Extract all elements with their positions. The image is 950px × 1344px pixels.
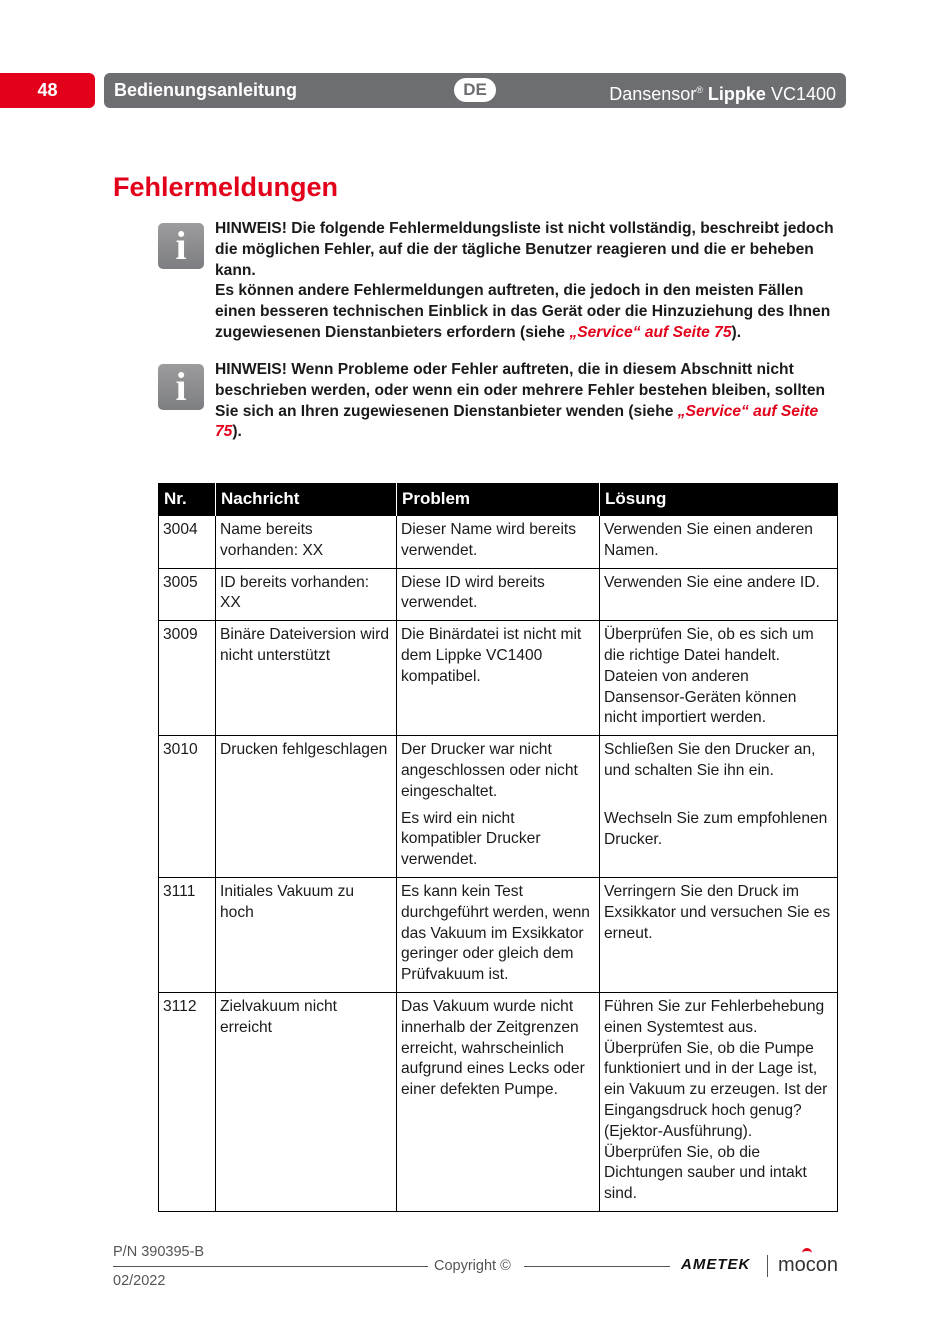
error-number: 3009 <box>159 621 216 736</box>
column-header: Nachricht <box>216 483 397 516</box>
doc-title: Bedienungsanleitung <box>114 80 298 100</box>
error-number: 3004 <box>159 516 216 569</box>
info-icon: i <box>158 364 204 410</box>
table-row <box>159 621 838 736</box>
copyright: Copyright © <box>434 1258 511 1274</box>
error-problem: Diese ID wird bereits verwendet. <box>397 568 600 621</box>
column-header: Nr. <box>159 483 216 516</box>
error-problem: Das Vakuum wurde nicht innerhalb der Zeitgrenzen erreicht, wahrscheinlich aufgrund eines Lecks oder einer defekten Pumpe. <box>397 992 600 1211</box>
mocon-logo: mocon <box>778 1254 838 1277</box>
error-message: Name bereits vorhanden: XX <box>216 516 397 569</box>
error-solution: Schließen Sie den Drucker an, und schalten Sie ihn ein. Wechseln Sie zum empfohlenen Drucker. <box>600 736 838 878</box>
error-message: Initiales Vakuum zu hoch <box>216 877 397 992</box>
table-row <box>159 568 838 621</box>
column-header: Problem <box>397 483 600 516</box>
part-number: P/N 390395-B <box>113 1244 205 1260</box>
table-row <box>159 736 838 878</box>
error-solution: Verwenden Sie einen anderen Namen. <box>600 516 838 569</box>
logo-separator <box>767 1255 768 1277</box>
table-row <box>159 877 838 992</box>
service-link[interactable]: „Service“ auf Seite 75 <box>215 402 819 441</box>
error-table <box>158 483 838 1212</box>
error-problem: Der Drucker war nicht angeschlossen oder nicht eingeschaltet. Es wird ein nicht kompatibler Drucker verwendet. <box>397 736 600 878</box>
column-header: Lösung <box>600 483 838 516</box>
page-number: 48 <box>0 73 95 108</box>
error-solution: Überprüfen Sie, ob es sich um die richtige Datei handelt. Dateien von anderen Dansensor-Geräten können nicht importiert werden. <box>600 621 838 736</box>
table-row <box>159 992 838 1211</box>
info-icon: i <box>158 223 204 269</box>
error-number: 3010 <box>159 736 216 878</box>
mocon-logo-mark <box>802 1248 812 1256</box>
error-problem: Die Binärdatei ist nicht mit dem Lippke VC1400 kompatibel. <box>397 621 600 736</box>
error-message: Binäre Dateiversion wird nicht unterstützt <box>216 621 397 736</box>
footer-divider <box>524 1266 670 1267</box>
note-text: HINWEIS! Wenn Probleme oder Fehler auftreten, die in diesem Abschnitt nicht beschrieben werden, oder wenn ein oder mehrere Fehler bestehen bleiben, sollten Sie sich an Ihren zugewiesenen Dienstanbieter wenden (siehe „Service“ auf Seite 75). <box>215 361 826 441</box>
product-name: Dansensor® Lippke VC1400 <box>609 84 836 104</box>
error-number: 3111 <box>159 877 216 992</box>
error-problem: Dieser Name wird bereits verwendet. <box>397 516 600 569</box>
table-header-row <box>159 483 838 516</box>
error-message: ID bereits vorhanden: XX <box>216 568 397 621</box>
error-solution: Verringern Sie den Druck im Exsikkator und versuchen Sie es erneut. <box>600 877 838 992</box>
error-solution: Verwenden Sie eine andere ID. <box>600 568 838 621</box>
ametek-logo: AMETEK <box>681 1256 751 1273</box>
section-title: Fehlermeldungen <box>113 172 339 202</box>
error-solution: Führen Sie zur Fehlerbehebung einen Systemtest aus. Überprüfen Sie, ob die Pumpe funktioniert und in der Lage ist, ein Vakuum zu erzeugen. Ist der Eingangsdruck hoch genug? (Ejektor-Ausführung). Überprüfen Sie, ob die Dichtungen sauber und intakt sind. <box>600 992 838 1211</box>
error-number: 3005 <box>159 568 216 621</box>
note-text: HINWEIS! Die folgende Fehlermeldungsliste ist nicht vollständig, beschreibt jedoch die möglichen Fehler, auf die der tägliche Benutzer reagieren und die er beheben kann. Es können andere Fehlermeldungen auftreten, die jedoch in den meisten Fällen einen besseren technischen Einblick in das Gerät oder die Hinzuziehung des Ihnen zugewiesenen Dienstanbieters erfordern (siehe „Service“ auf Seite 75). <box>215 220 834 341</box>
error-problem: Es kann kein Test durchgeführt werden, wenn das Vakuum im Exsikkator geringer oder gleich dem Prüfvakuum ist. <box>397 877 600 992</box>
service-link[interactable]: „Service“ auf Seite 75 <box>569 323 732 341</box>
error-message: Drucken fehlgeschlagen <box>216 736 397 878</box>
table-row <box>159 516 838 569</box>
error-message: Zielvakuum nicht erreicht <box>216 992 397 1211</box>
footer-divider <box>113 1266 428 1267</box>
doc-date: 02/2022 <box>113 1273 166 1289</box>
error-number: 3112 <box>159 992 216 1211</box>
header-bar <box>104 73 846 108</box>
language-badge: DE <box>454 78 496 102</box>
